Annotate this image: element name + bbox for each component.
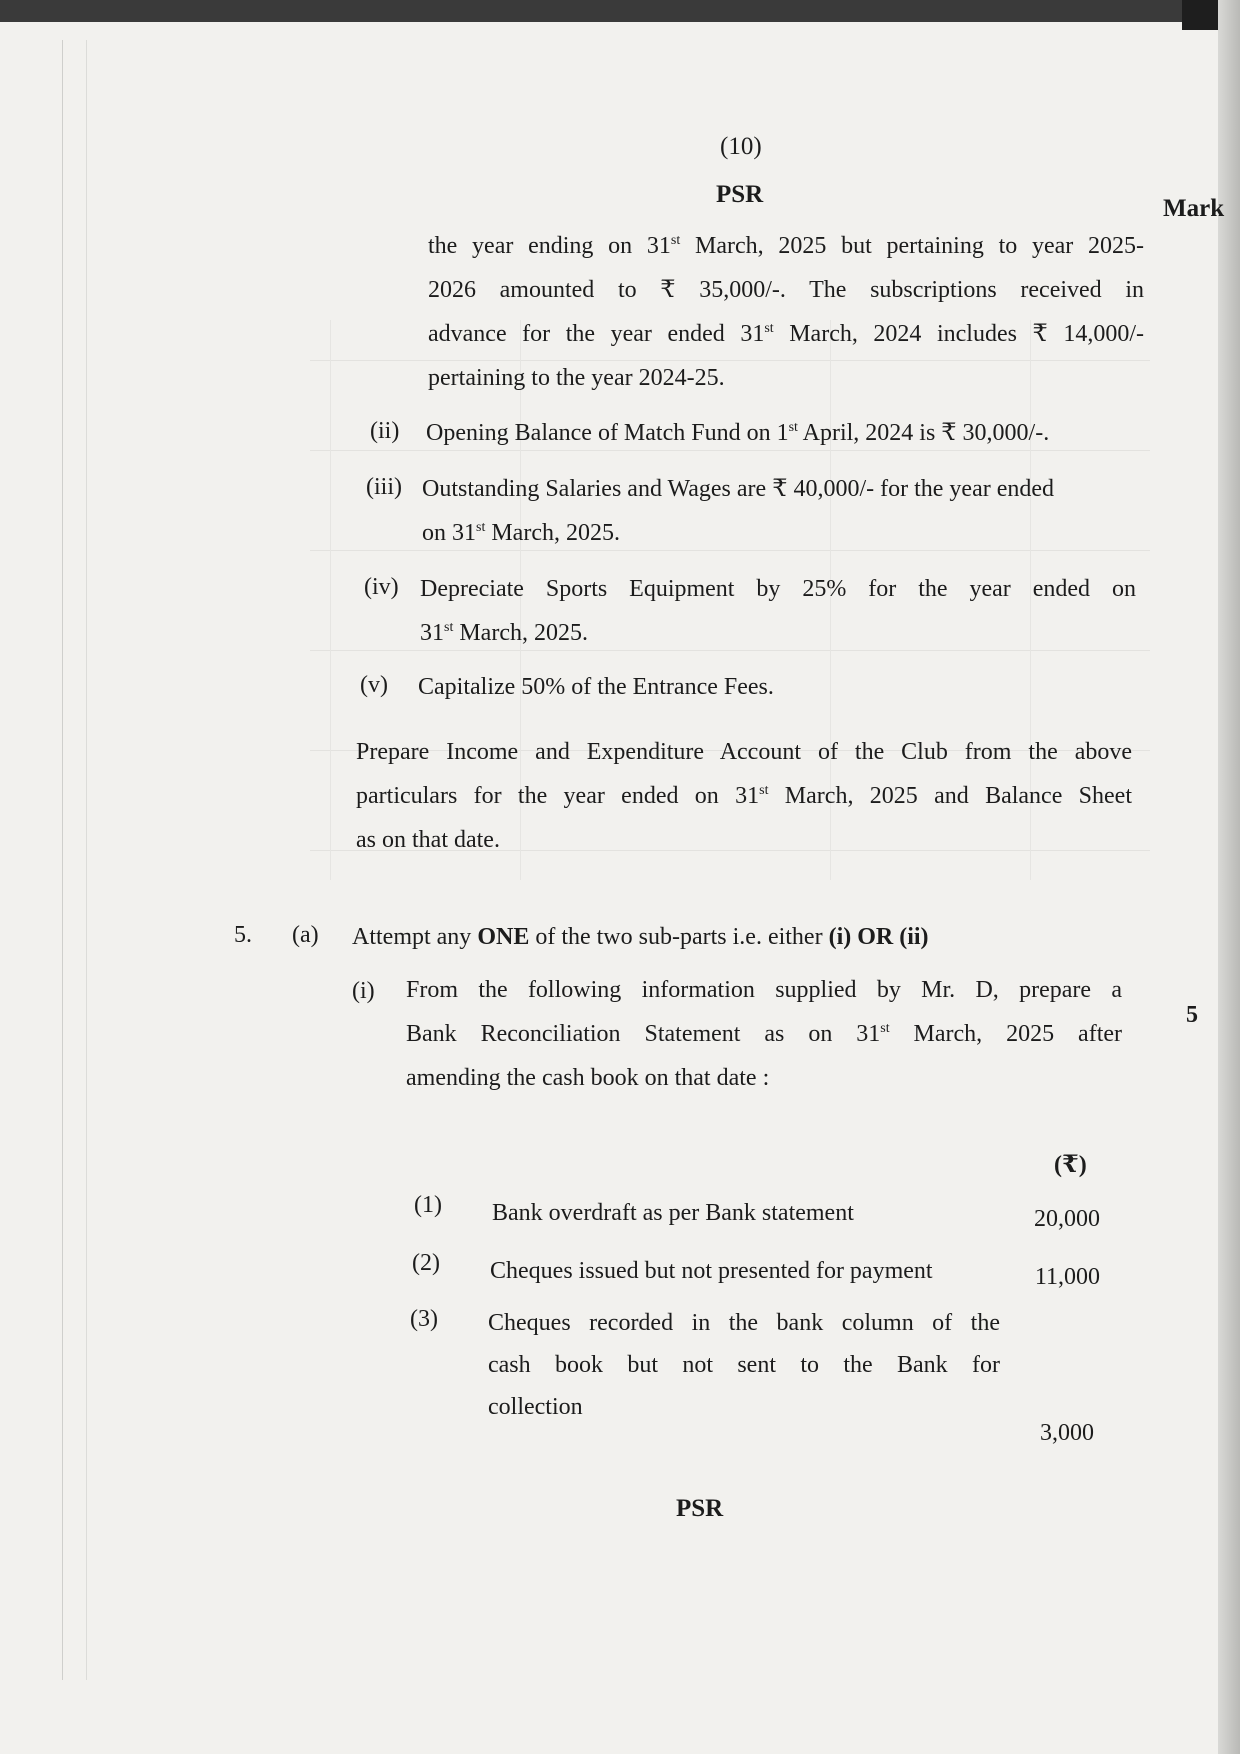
item-description: Cheques recorded in the bank column of the cash book but not sent to the Bank for collection (488, 1310, 1000, 1420)
scan-margin-line (86, 40, 87, 1680)
attempt-instruction: Attempt any ONE of the two sub-parts i.e. either (i) OR (ii) (352, 924, 929, 950)
item-description: Cheques issued but not presented for payment (490, 1258, 933, 1284)
note-text: Capitalize 50% of the Entrance Fees. (418, 674, 774, 700)
marks-column-label: Mark (1163, 195, 1225, 222)
intro-line: advance for the year ended 31st March, 2024 includes ₹ 14,000/- (428, 321, 1144, 347)
instruction-line: particulars for the year ended on 31st March, 2025 and Balance Sheet (356, 783, 1132, 809)
sub-part-number: (i) (352, 978, 375, 1004)
item-number: (1) (414, 1192, 442, 1218)
item-number: (2) (412, 1250, 440, 1276)
currency-column-header: (₹) (1054, 1152, 1087, 1178)
item-number: (3) (410, 1306, 438, 1332)
intro-line: 2026 amounted to ₹ 35,000/-. The subscriptions received in (428, 277, 1144, 303)
item-amount: 11,000 (1034, 1264, 1100, 1290)
note-text: Outstanding Salaries and Wages are ₹ 40,000/- for the year ended on 31st March, 2025. (422, 476, 1055, 546)
instruction-line: Prepare Income and Expenditure Account of the Club from the above (356, 739, 1132, 765)
instruction-line: as on that date. (356, 827, 500, 853)
footer-paper-code: PSR (676, 1495, 724, 1522)
sub-part-line: amending the cash book on that date : (406, 1065, 770, 1091)
page-number: (10) (720, 133, 762, 160)
question-part: (a) (292, 922, 319, 948)
intro-paragraph (428, 224, 1144, 400)
note-text: Depreciate Sports Equipment by 25% for the year ended on 31st March, 2025. (420, 576, 1136, 646)
scan-right-edge (1218, 0, 1240, 1754)
note-number: (ii) (370, 418, 400, 444)
sub-part-line: Bank Reconciliation Statement as on 31st March, 2025 after (406, 1021, 1123, 1047)
intro-line: the year ending on 31st March, 2025 but pertaining to year 2025- (428, 233, 1145, 259)
sub-part-question (406, 968, 1122, 1100)
sub-part-line: From the following information supplied by Mr. D, prepare a (406, 977, 1122, 1003)
item-description: Bank overdraft as per Bank statement (492, 1200, 854, 1226)
scan-margin-line (62, 40, 63, 1680)
item-amount: 20,000 (1034, 1206, 1100, 1232)
question-marks: 5 (1186, 1002, 1198, 1028)
note-number: (iv) (364, 574, 399, 600)
item-amount: 3,000 (1040, 1420, 1094, 1446)
note-number: (iii) (366, 474, 402, 500)
scan-top-edge (0, 0, 1240, 22)
instruction-paragraph (356, 730, 1132, 862)
intro-line: pertaining to the year 2024-25. (428, 365, 725, 391)
question-number: 5. (234, 922, 252, 948)
note-text: Opening Balance of Match Fund on 1st April, 2024 is ₹ 30,000/-. (426, 420, 1050, 446)
note-number: (v) (360, 672, 388, 698)
paper-code: PSR (716, 181, 764, 208)
